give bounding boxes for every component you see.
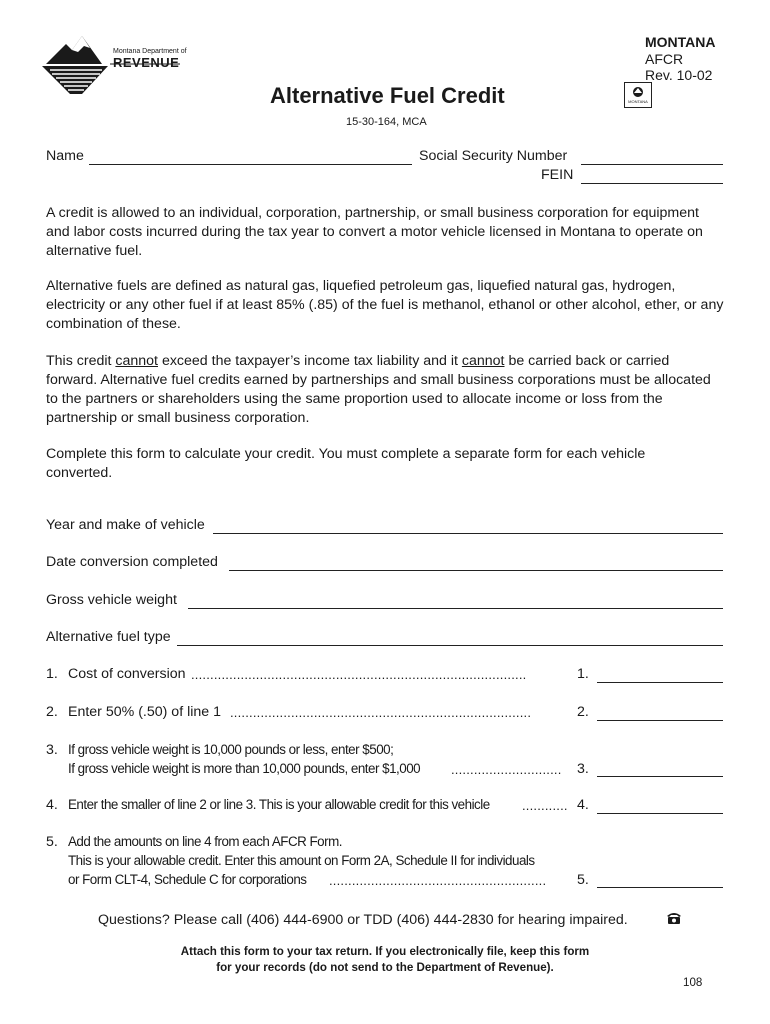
ssn-label: Social Security Number (419, 148, 568, 164)
line-2-text: Enter 50% (.50) of line 1 (68, 704, 221, 720)
line-2-number: 2. (46, 704, 58, 720)
year-make-label: Year and make of vehicle (46, 517, 205, 533)
line-1-dots: ........................................................................................ (191, 667, 527, 682)
intro-line: A credit is allowed to an individual, corporation, partnership, or small business corporation for equipment (46, 205, 699, 221)
line-3-number: 3. (46, 742, 58, 758)
seal-text: MONTANA (628, 99, 648, 104)
emphasis-cannot: cannot (115, 353, 158, 369)
definition-line: electricity or any other fuel if at least 85% (.85) of the fuel is methanol, ethanol or other alcohol, ether, or any (46, 297, 724, 313)
emphasis-cannot: cannot (461, 353, 505, 369)
line-5-text-1: Add the amounts on line 4 from each AFCR Form. (68, 834, 342, 849)
definition-paragraph (46, 277, 736, 334)
line-3-amount-field[interactable] (597, 776, 723, 777)
line-2-dots: ............................................................................... (230, 705, 532, 720)
line-5-dots: ......................................................... (329, 873, 547, 888)
line-3-text-1: If gross vehicle weight is 10,000 pounds or less, enter $500; (68, 742, 394, 757)
line-3-ref: 3. (577, 761, 589, 777)
state-seal (624, 82, 652, 108)
logo-top-text: Montana Department of (113, 48, 187, 55)
intro-paragraph (46, 204, 736, 261)
form-code: AFCR (645, 51, 684, 67)
limitation-line: forward. Alternative fuel credits earned by partnerships and small business corporations must be allocated (46, 372, 711, 388)
line-2-ref: 2. (577, 704, 589, 720)
revision: Rev. 10-02 (645, 67, 713, 83)
line-2-amount-field[interactable] (597, 720, 723, 721)
line-4-ref: 4. (577, 797, 589, 813)
name-field[interactable] (89, 164, 412, 165)
ssn-field[interactable] (581, 164, 723, 165)
line-5-text-2: This is your allowable credit. Enter this amount on Form 2A, Schedule II for individuals (68, 853, 535, 868)
line-4-number: 4. (46, 797, 58, 813)
fein-label: FEIN (541, 167, 574, 183)
name-label: Name (46, 148, 84, 164)
year-make-field[interactable] (213, 533, 723, 534)
state-label: MONTANA (645, 34, 716, 50)
line-5-text-3: or Form CLT-4, Schedule C for corporations (68, 872, 307, 887)
line-1-number: 1. (46, 666, 58, 682)
line-3-text-2: If gross vehicle weight is more than 10,000 pounds, enter $1,000 (68, 761, 421, 776)
statute-reference: 15-30-164, MCA (346, 116, 427, 128)
line-4-dots: ............ (522, 798, 568, 813)
line-4-amount-field[interactable] (597, 813, 723, 814)
limitation-line (46, 352, 736, 371)
limitation-line: partnership or small business corporation. (46, 410, 310, 426)
intro-line: and labor costs incurred during the tax year to convert a motor vehicle licensed in Montana to operate on (46, 224, 703, 240)
date-completed-label: Date conversion completed (46, 554, 218, 570)
definition-line: combination of these. (46, 316, 181, 332)
definition-line: Alternative fuels are defined as natural gas, liquefied petroleum gas, liquefied natural gas, hydrogen, (46, 278, 676, 294)
gross-weight-label: Gross vehicle weight (46, 592, 177, 608)
fuel-type-field[interactable] (177, 645, 723, 646)
phone-icon (667, 911, 681, 925)
attach-instruction-2: for your records (do not send to the Department of Revenue). (216, 961, 554, 974)
line-1-ref: 1. (577, 666, 589, 682)
line-1-text: Cost of conversion (68, 666, 186, 682)
instruction-line: converted. (46, 465, 113, 481)
questions-text: Questions? Please call (406) 444-6900 or TDD (406) 444-2830 for hearing impaired. (98, 912, 628, 928)
intro-line: alternative fuel. (46, 243, 143, 259)
limitation-paragraph (46, 352, 736, 428)
text-segment: This credit (46, 353, 116, 369)
telephone-icon (667, 911, 681, 925)
line-4-text: Enter the smaller of line 2 or line 3. This is your allowable credit for this vehicle (68, 797, 490, 812)
date-completed-field[interactable] (229, 570, 723, 571)
page-title: Alternative Fuel Credit (270, 83, 505, 108)
attach-instruction-1: Attach this form to your tax return. If you electronically file, keep this form (180, 945, 590, 958)
line-5-amount-field[interactable] (597, 887, 723, 888)
line-5-number: 5. (46, 834, 58, 850)
limitation-line: to the partners or shareholders using the same proportion used to allocate income or loss from the (46, 391, 663, 407)
page-number: 108 (683, 976, 703, 989)
fein-field[interactable] (581, 183, 723, 184)
instruction-line: Complete this form to calculate your credit. You must complete a separate form for each vehicle (46, 446, 646, 462)
line-1-amount-field[interactable] (597, 682, 723, 683)
fuel-type-label: Alternative fuel type (46, 629, 171, 645)
text-segment: be carried back or carried (504, 353, 670, 369)
line-5-ref: 5. (577, 872, 589, 888)
gross-weight-field[interactable] (188, 608, 723, 609)
text-segment: exceed the taxpayer’s income tax liability and it (158, 353, 462, 369)
logo-bottom-text: REVENUE (113, 55, 180, 70)
line-3-dots: ............................. (451, 762, 562, 777)
instruction-paragraph (46, 445, 736, 483)
